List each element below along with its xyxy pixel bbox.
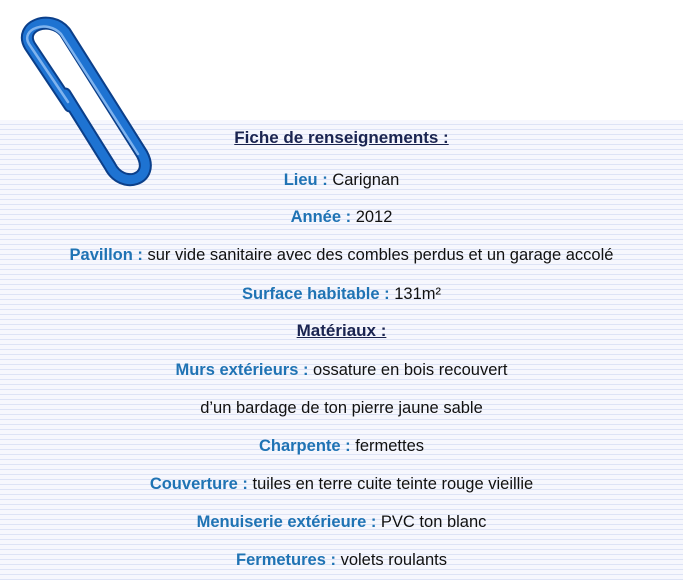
couverture-value: tuiles en terre cuite teinte rouge vieillie [252, 475, 534, 493]
surface-row [0, 284, 683, 304]
fiche-heading: Fiche de renseignements : [234, 128, 449, 147]
charpente-label: Charpente : [258, 437, 351, 455]
murs-label: Murs extérieurs : [175, 361, 309, 379]
lieu-label: Lieu : [283, 171, 328, 189]
annee-value: 2012 [355, 208, 393, 226]
charpente-row [0, 436, 683, 456]
menuiserie-label: Menuiserie extérieure : [196, 513, 377, 531]
murs-value-line2: d’un bardage de ton pierre jaune sable [200, 399, 483, 417]
pavillon-row [0, 245, 683, 265]
annee-label: Année : [290, 208, 352, 226]
couverture-label: Couverture : [149, 475, 248, 493]
materials-title-row [0, 321, 683, 341]
fermetures-label: Fermetures : [236, 551, 336, 569]
menuiserie-row [0, 512, 683, 532]
menuiserie-value: PVC ton blanc [380, 513, 487, 531]
pavillon-label: Pavillon : [69, 246, 143, 264]
lieu-value: Carignan [332, 171, 400, 189]
materiaux-heading: Matériaux : [296, 321, 387, 340]
surface-value: 131m² [394, 285, 441, 303]
charpente-value: fermettes [355, 437, 425, 455]
murs-row-continued [0, 398, 683, 418]
murs-row [0, 360, 683, 380]
pavillon-value: sur vide sanitaire avec des combles perdus et un garage accolé [147, 246, 614, 264]
fermetures-value: volets roulants [340, 551, 447, 569]
lieu-row [0, 170, 683, 190]
murs-value: ossature en bois recouvert [313, 361, 508, 379]
paperclip-icon [10, 6, 160, 196]
surface-label: Surface habitable : [242, 285, 390, 303]
page-title [0, 128, 683, 148]
couverture-row [0, 474, 683, 494]
annee-row [0, 207, 683, 227]
fermetures-row [0, 550, 683, 570]
